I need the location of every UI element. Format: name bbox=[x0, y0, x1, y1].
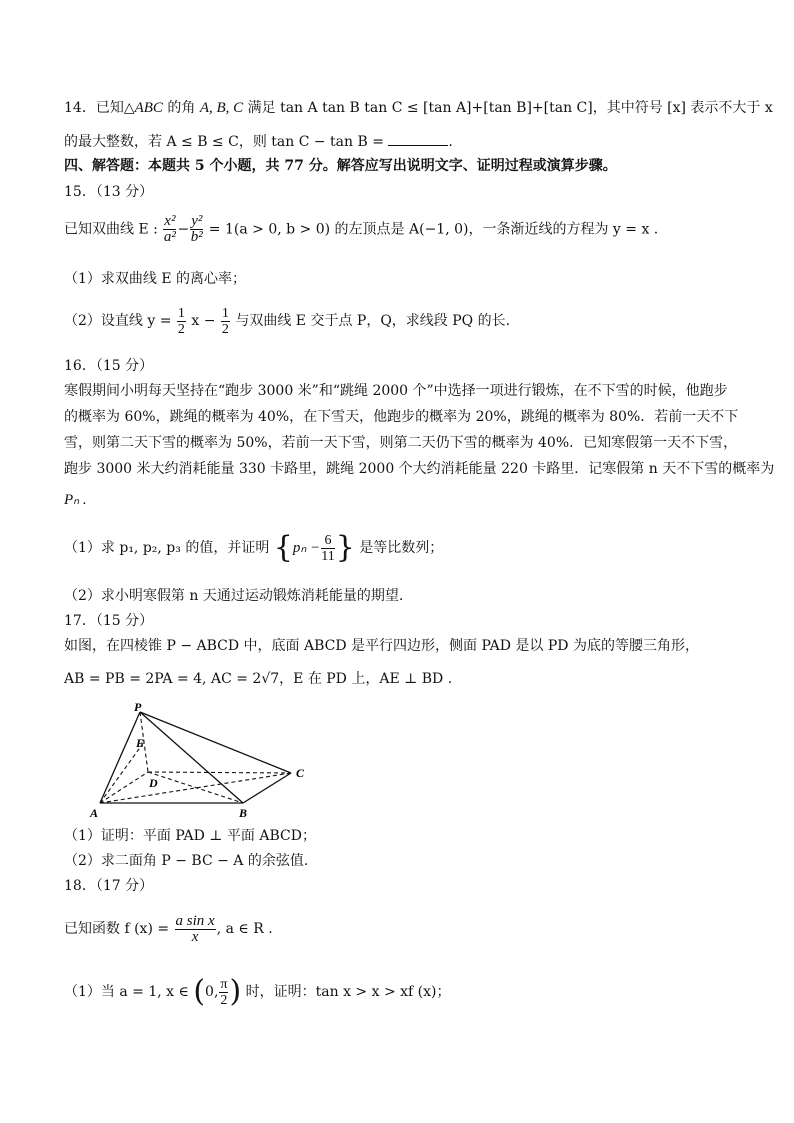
q15-part1: （1）求双曲线 E 的离心率； bbox=[64, 271, 247, 287]
label-D: D bbox=[149, 776, 158, 790]
q18-stem bbox=[64, 910, 273, 948]
q15-p2-mid: x − bbox=[191, 313, 216, 329]
frac-num: 1 bbox=[177, 305, 185, 321]
frac-num: 6 bbox=[321, 533, 334, 549]
q15-header: 15．（13 分） bbox=[64, 184, 154, 200]
q15-stem-post: = 1(a > 0, b > 0) 的左顶点是 A(−1, 0)，一条渐近线的方程为 y = x . bbox=[208, 221, 659, 238]
frac-num: 1 bbox=[221, 305, 229, 321]
label-E: E bbox=[136, 736, 145, 750]
fraction-pi-2 bbox=[219, 977, 228, 1008]
q16-line2: 的概率为 60%，跳绳的概率为 40%，在下雪天，他跑步的概率为 20%，跳绳的概率为 80%．若前一天不下 bbox=[64, 409, 739, 425]
q15-p2-pre: （2）设直线 y = bbox=[64, 313, 172, 329]
q15-stem-pre: 已知双曲线 E : bbox=[64, 221, 158, 238]
frac-den: 2 bbox=[221, 321, 229, 337]
interval-left: 0, bbox=[205, 984, 219, 1000]
q14-text: 14．已知△ bbox=[64, 100, 135, 116]
q17-line1: 如图，在四棱锥 P − ABCD 中，底面 ABCD 是平行四边形，侧面 PAD 是以 PD 为底的等腰三角形， bbox=[64, 638, 699, 654]
fraction-6-11 bbox=[321, 533, 334, 564]
label-P: P bbox=[134, 700, 142, 714]
q17-line2: AB = PB = 2PA = 4, AC = 2√7，E 在 PD 上，AE ⊥ BD . bbox=[64, 671, 453, 687]
q17-part1: （1）证明：平面 PAD ⊥ 平面 ABCD； bbox=[64, 828, 316, 844]
q18-header: 18．（17 分） bbox=[64, 878, 154, 894]
q16-line3: 雪，则第二天下雪的概率为 50%，若前一天下雪，则第二天仍下雪的概率为 40%．已知寒假第一天不下雪， bbox=[64, 435, 738, 451]
q16-line1: 寒假期间小明每天坚持在“跑步 3000 米”和“跳绳 2000 个”中选择一项进行锻炼，在不下雪的时候，他跑步 bbox=[64, 383, 728, 399]
q18-p1-post: 时，证明：tan x > x > xf (x)； bbox=[245, 984, 451, 1000]
q16-p1-post: 是等比数列； bbox=[359, 540, 444, 556]
q16-line4: 跑步 3000 米大约消耗能量 330 卡路里，跳绳 2000 个大约消耗能量 220 卡路里．记寒假第 n 天不下雪的概率为 bbox=[64, 461, 775, 477]
frac-num: y² bbox=[191, 213, 203, 229]
fraction-x2-a2 bbox=[163, 214, 176, 245]
q16-line5: Pₙ . bbox=[64, 492, 87, 508]
frac-den: 2 bbox=[177, 321, 185, 337]
fraction-one-half bbox=[177, 306, 186, 337]
fraction-one-half-2 bbox=[221, 306, 230, 337]
q17-header: 17．（15 分） bbox=[64, 613, 154, 629]
q16-part2: （2）求小明寒假第 n 天通过运动锻炼消耗能量的期望. bbox=[64, 588, 404, 604]
fraction-y2-b2 bbox=[190, 214, 203, 245]
q14-triangle: ABC bbox=[134, 100, 163, 116]
q14-line2 bbox=[64, 133, 453, 151]
q14-line1 bbox=[64, 99, 773, 117]
frac-num: a sin x bbox=[175, 912, 215, 929]
label-A: A bbox=[90, 806, 99, 820]
q14-period: . bbox=[448, 134, 453, 150]
label-C: C bbox=[296, 766, 305, 780]
fraction-asinx-x bbox=[175, 914, 216, 945]
left-brace: { bbox=[273, 530, 293, 565]
q15-p2-post: 与双曲线 E 交于点 P，Q，求线段 PQ 的长. bbox=[235, 313, 511, 329]
q18-part1 bbox=[64, 972, 450, 1012]
answer-blank bbox=[388, 133, 448, 146]
q14-question: 的最大整数，若 A ≤ B ≤ C，则 tan C − tan B = bbox=[64, 134, 384, 150]
q17-part2: （2）求二面角 P − BC − A 的余弦值. bbox=[64, 853, 309, 869]
q14-angles: A, B, C bbox=[199, 100, 244, 116]
frac-num: x² bbox=[164, 213, 176, 229]
q18-stem-pre: 已知函数 f (x) = bbox=[64, 921, 170, 937]
q16-header: 16．（15 分） bbox=[64, 358, 154, 374]
q18-p1-pre: （1）当 a = 1, x ∈ bbox=[64, 984, 189, 1000]
q15-stem bbox=[64, 214, 658, 245]
pyramid-figure bbox=[76, 700, 314, 822]
q15-part2 bbox=[64, 302, 510, 340]
label-B: B bbox=[239, 806, 248, 820]
q16-p1-pre: （1）求 p₁, p₂, p₃ 的值，并证明 bbox=[64, 540, 270, 556]
q14-condition: 满足 tan A tan B tan C ≤ [tan A]+[tan B]+[tan C]，其中符号 [x] 表示不大于 x bbox=[243, 100, 773, 116]
right-paren: ) bbox=[229, 974, 242, 1009]
frac-den: 11 bbox=[321, 548, 335, 564]
frac-den: 2 bbox=[220, 992, 228, 1008]
q18-stem-post: , a ∈ R . bbox=[216, 921, 273, 937]
minus-sign: − bbox=[177, 221, 190, 238]
frac-den: a² bbox=[163, 229, 176, 245]
frac-den: b² bbox=[190, 229, 203, 245]
q14-text-mid: 的角 bbox=[162, 100, 200, 116]
section-heading: 四、解答题：本题共 5 个小题，共 77 分。解答应写出说明文字、证明过程或演算步骤。 bbox=[64, 158, 617, 174]
left-paren: ( bbox=[193, 974, 206, 1009]
frac-num: π bbox=[220, 976, 228, 992]
frac-den: x bbox=[191, 928, 199, 945]
right-brace: } bbox=[335, 530, 355, 565]
q16-pn: pₙ − bbox=[292, 540, 321, 556]
q16-part1 bbox=[64, 528, 443, 568]
